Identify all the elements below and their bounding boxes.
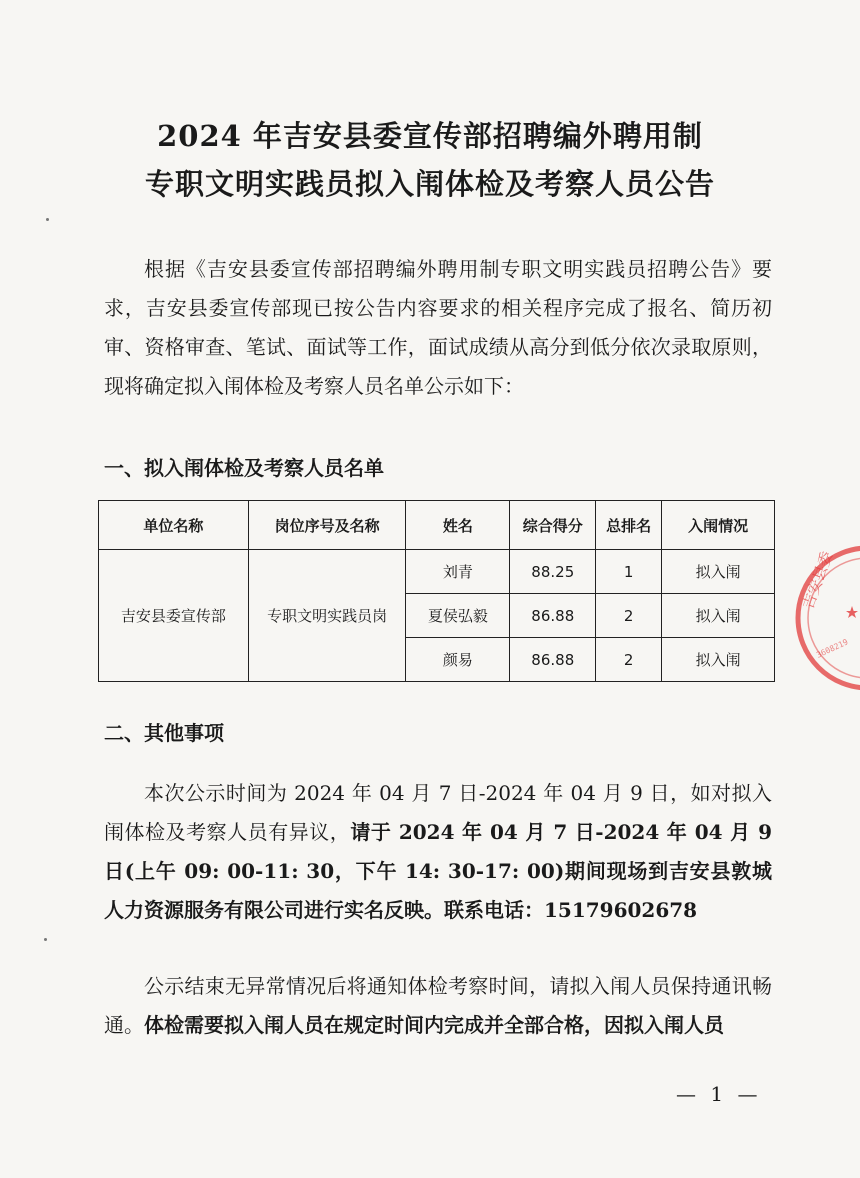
name-cell: 颜易 xyxy=(406,638,510,682)
table-row xyxy=(99,550,775,594)
document-title xyxy=(0,112,860,208)
section1-heading: 一、拟入闱体检及考察人员名单 xyxy=(104,456,384,480)
rank-cell: 1 xyxy=(596,550,662,594)
svg-text:3608219: 3608219 xyxy=(815,637,850,660)
followup-bold-text: 体检需要拟入闱人员在规定时间内完成并全部合格，因拟入闱人员 xyxy=(144,1013,724,1037)
title-line-1: 2024 年吉安县委宣传部招聘编外聘用制 xyxy=(157,119,703,153)
header-score: 综合得分 xyxy=(510,501,596,550)
scan-speck xyxy=(44,938,47,941)
header-unit: 单位名称 xyxy=(99,501,249,550)
notice-contact-text: 请于 2024 年 04 月 7 日-2024 年 04 月 9 日(上午 09: 00-11: 30，下午 14: 30-17: 00)期间现场到吉安县敦城人力资源服务有限公司进行实名反映。联系电话：15179602678 xyxy=(104,820,772,922)
status-cell: 拟入闱 xyxy=(662,638,775,682)
position-cell: 专职文明实践员岗 xyxy=(248,550,406,682)
status-cell: 拟入闱 xyxy=(662,550,775,594)
official-seal-icon xyxy=(790,540,860,690)
rank-cell: 2 xyxy=(596,594,662,638)
name-cell: 夏侯弘毅 xyxy=(406,594,510,638)
header-name: 姓名 xyxy=(406,501,510,550)
unit-cell: 吉安县委宣传部 xyxy=(99,550,249,682)
score-cell: 86.88 xyxy=(510,594,596,638)
header-status: 入闱情况 xyxy=(662,501,775,550)
followup-text: 公示结束无异常情况后将通知体检考察时间，请拟入闱人员保持通讯畅通。 xyxy=(104,974,772,1037)
title-line-2: 专职文明实践员拟入闱体检及考察人员公告 xyxy=(144,167,715,201)
status-cell: 拟入闱 xyxy=(662,594,775,638)
header-rank: 总排名 xyxy=(596,501,662,550)
candidate-table xyxy=(98,500,775,682)
name-cell: 刘青 xyxy=(406,550,510,594)
score-cell: 88.25 xyxy=(510,550,596,594)
notice-paragraph xyxy=(104,774,772,930)
page-number: — 1 — xyxy=(676,1082,762,1106)
score-cell: 86.88 xyxy=(510,638,596,682)
intro-paragraph: 根据《吉安县委宣传部招聘编外聘用制专职文明实践员招聘公告》要求，吉安县委宣传部现已按公告内容要求的相关程序完成了报名、简历初审、资格审查、笔试、面试等工作，面试成绩从高分到低分依次录取原则，现将确定拟入闱体检及考察人员名单公示如下： xyxy=(104,257,772,398)
followup-paragraph xyxy=(104,967,772,1045)
rank-cell: 2 xyxy=(596,638,662,682)
table-header-row xyxy=(99,501,775,550)
scan-speck xyxy=(46,218,49,221)
svg-text:吉安县委: 吉安县委 xyxy=(798,548,837,612)
section2-heading: 二、其他事项 xyxy=(104,721,224,745)
header-position: 岗位序号及名称 xyxy=(248,501,406,550)
notice-text: 本次公示时间为 2024 年 04 月 7 日-2024 年 04 月 9 日，如对拟入闱体检及考察人员有异议， xyxy=(104,781,772,844)
